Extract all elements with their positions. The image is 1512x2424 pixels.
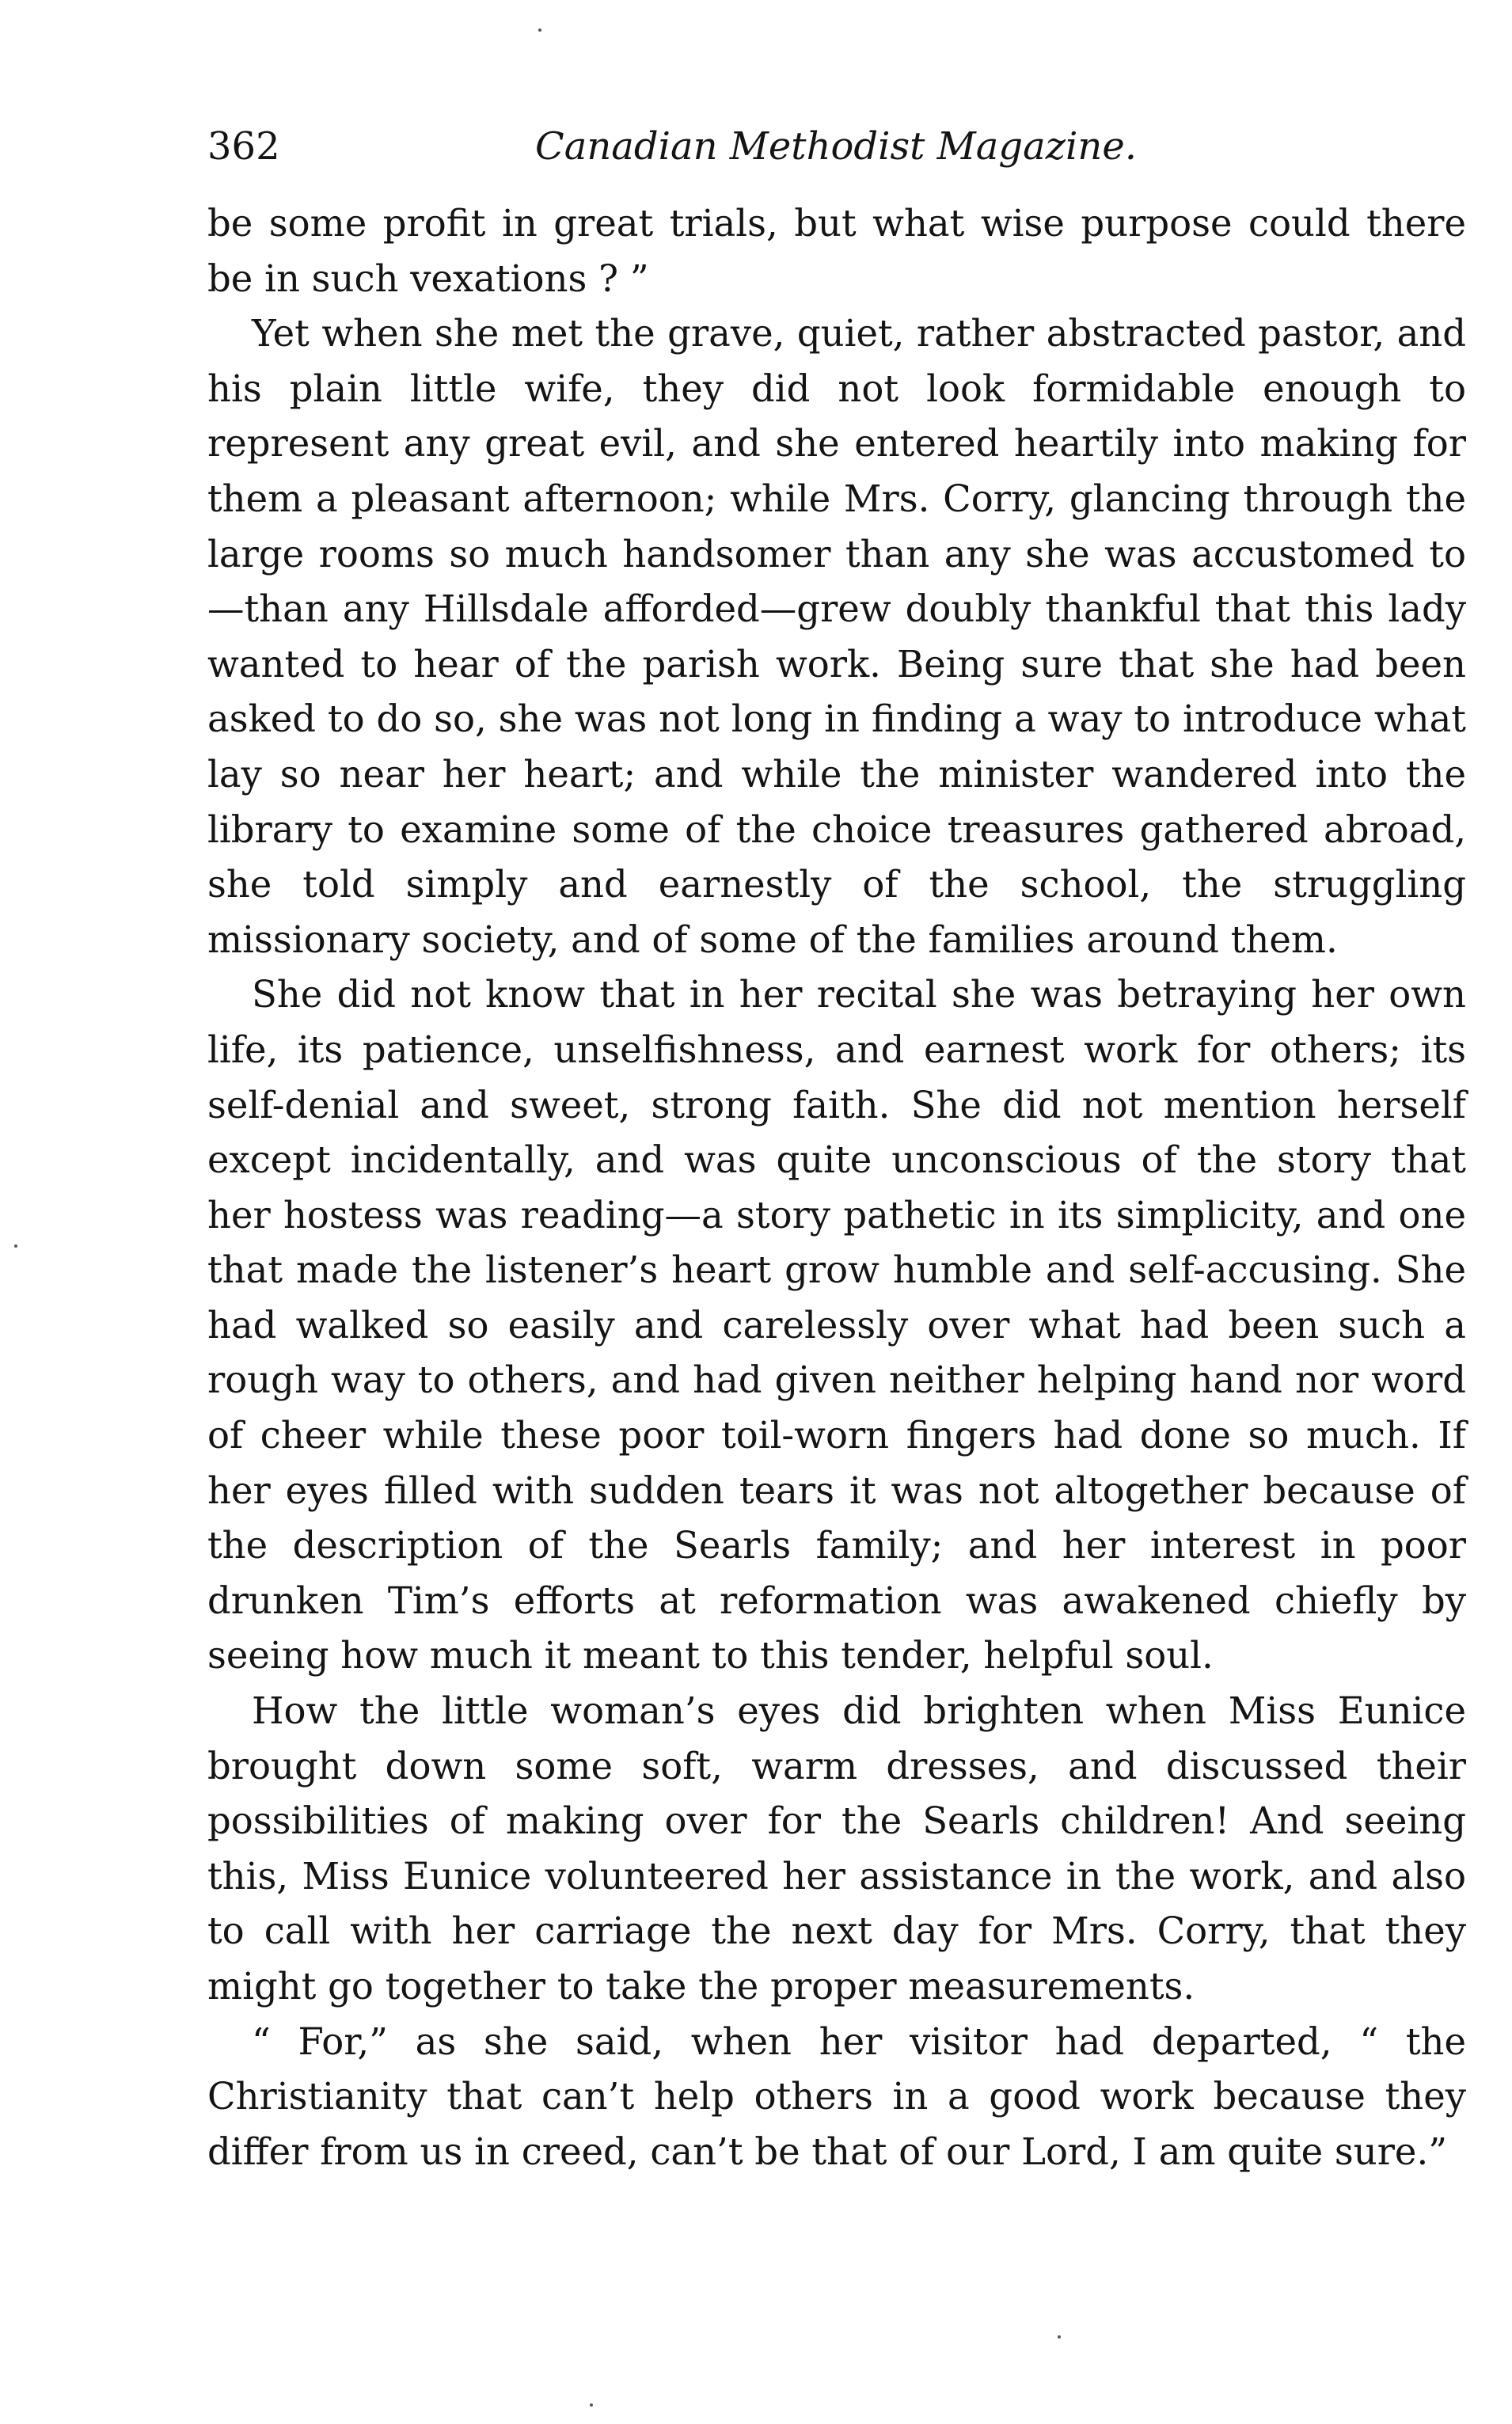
print-speck	[14, 1244, 17, 1248]
print-speck	[590, 2403, 593, 2407]
paragraph-continued: be some profit in great trials, but what wise purpose could there be in such vexations ? ”	[207, 202, 1466, 300]
paragraph: How the little woman’s eyes did brighten when Miss Eunice brought down some soft, warm dresses, and discussed their possibilities of making over for the Searls children! And seeing this, Miss Eunice volunteered her assistance in the work, and also to call with her carriage the next day for Mrs. Corry, that they might go together to take the proper measurements.	[207, 1689, 1466, 2008]
paragraph: Yet when she met the grave, quiet, rather abstracted pastor, and his plain little wife, they did not look formidable enough to represent any great evil, and she entered heartily into making for them a pleasant afternoon; while Mrs. Corry, glancing through the large rooms so much handsomer than any she was accustomed to—than any Hillsdale afforded—grew doubly thankful that this lady wanted to hear of the parish work. Being sure that she had been asked to do so, she was not long in finding a way to introduce what lay so near her heart; and while the minister wandered into the library to examine some of the choice treasures gathered abroad, she told simply and earnestly of the school, the struggling missionary society, and of some of the families around them.	[207, 312, 1466, 961]
paragraph: “ For,” as she said, when her visitor had departed, “ the Christianity that can’t help others in a good work because they differ from us in creed, can’t be that of our Lord, I am quite sure.”	[207, 2019, 1466, 2173]
magazine-page	[207, 111, 1466, 2179]
print-speck	[538, 28, 541, 32]
running-title: Canadian Methodist Magazine.	[535, 124, 1137, 169]
paragraph: She did not know that in her recital she was betraying her own life, its patience, unselfishness, and earnest work for others; its self-denial and sweet, strong faith. She did not mention herself except incidentally, and was quite unconscious of the story that her hostess was reading—a story pathetic in its simplicity, and one that made the listener’s heart grow humble and self-accusing. She had walked so easily and carelessly over what had been such a rough way to others, and had given neither helping hand nor word of cheer while these poor toil-worn fingers had done so much. If her eyes filled with sudden tears it was not altogether because of the description of the Searls family; and her interest in poor drunken Tim’s efforts at reformation was awakened chiefly by seeing how much it meant to this tender, helpful soul.	[207, 973, 1466, 1677]
running-head: 362 Canadian Methodist Magazine.	[207, 111, 1466, 182]
article-body	[207, 196, 1466, 2179]
print-speck	[1058, 2335, 1061, 2339]
